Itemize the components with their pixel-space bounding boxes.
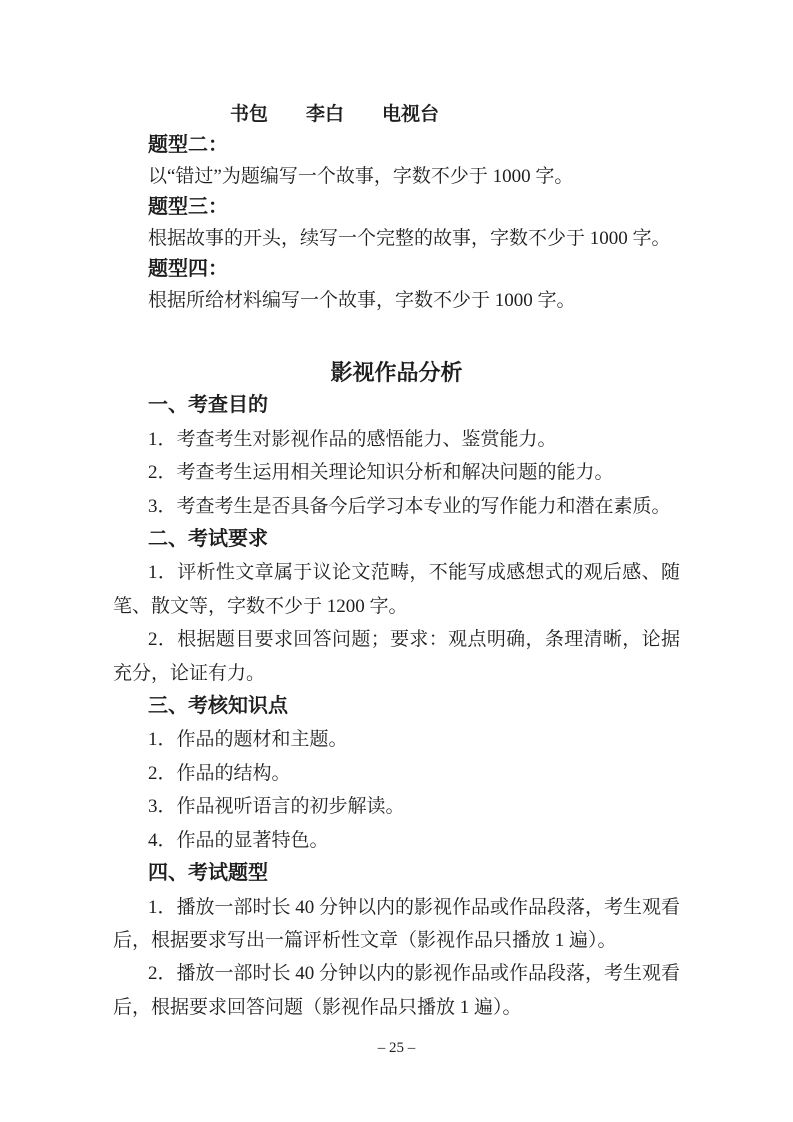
- question-type-3-body: 根据故事的开头，续写一个完整的故事，字数不少于 1000 字。: [148, 228, 671, 249]
- part-2-heading: 二、考试要求: [148, 528, 268, 551]
- list-item: 2．作品的结构。: [148, 762, 291, 784]
- list-item: 2．播放一部时长 40 分钟以内的影视作品或作品段落，考生观看后，根据要求回答问题（影视作品只播放 1 遍）。: [113, 963, 681, 1018]
- list-item: 3．考查考生是否具备今后学习本专业的写作能力和潜在素质。: [148, 495, 671, 517]
- question-type-2-body: 以“错过”为题编写一个故事，字数不少于 1000 字。: [148, 166, 574, 187]
- list-item: 2．根据题目要求回答问题；要求：观点明确，条理清晰，论据充分，论证有力。: [113, 629, 680, 684]
- list-item: 1．播放一部时长 40 分钟以内的影视作品或作品段落，考生观看后，根据要求写出一篇评析性文章（影视作品只播放 1 遍）。: [113, 896, 681, 951]
- question-type-4-body: 根据所给材料编写一个故事，字数不少于 1000 字。: [148, 290, 576, 311]
- section-title: 影视作品分析: [330, 360, 463, 385]
- question-type-2-heading: 题型二：: [148, 134, 228, 156]
- list-item: 3．作品视听语言的初步解读。: [148, 796, 405, 818]
- question-type-3-heading: 题型三：: [148, 196, 228, 218]
- section-body: [113, 389, 680, 1024]
- page-content: [113, 99, 680, 1024]
- question-types-block: [113, 99, 680, 316]
- list-item: 4．作品的显著特色。: [148, 829, 329, 851]
- page-number: – 25 –: [377, 1040, 416, 1056]
- part-3-heading: 三、考核知识点: [148, 695, 288, 718]
- question-type-4-heading: 题型四：: [148, 258, 228, 280]
- list-item: 1．考查考生对影视作品的感悟能力、鉴赏能力。: [148, 428, 557, 450]
- part-1-heading: 一、考查目的: [148, 394, 268, 417]
- part-4-heading: 四、考试题型: [148, 862, 268, 885]
- list-item: 2．考查考生运用相关理论知识分析和解决问题的能力。: [148, 462, 614, 484]
- list-item: 1．作品的题材和主题。: [148, 729, 348, 751]
- word-bank-line: 书包 李白 电视台: [230, 104, 440, 125]
- list-item: 1．评析性文章属于议论文范畴，不能写成感想式的观后感、随笔、散文等，字数不少于 1200 字。: [113, 562, 680, 617]
